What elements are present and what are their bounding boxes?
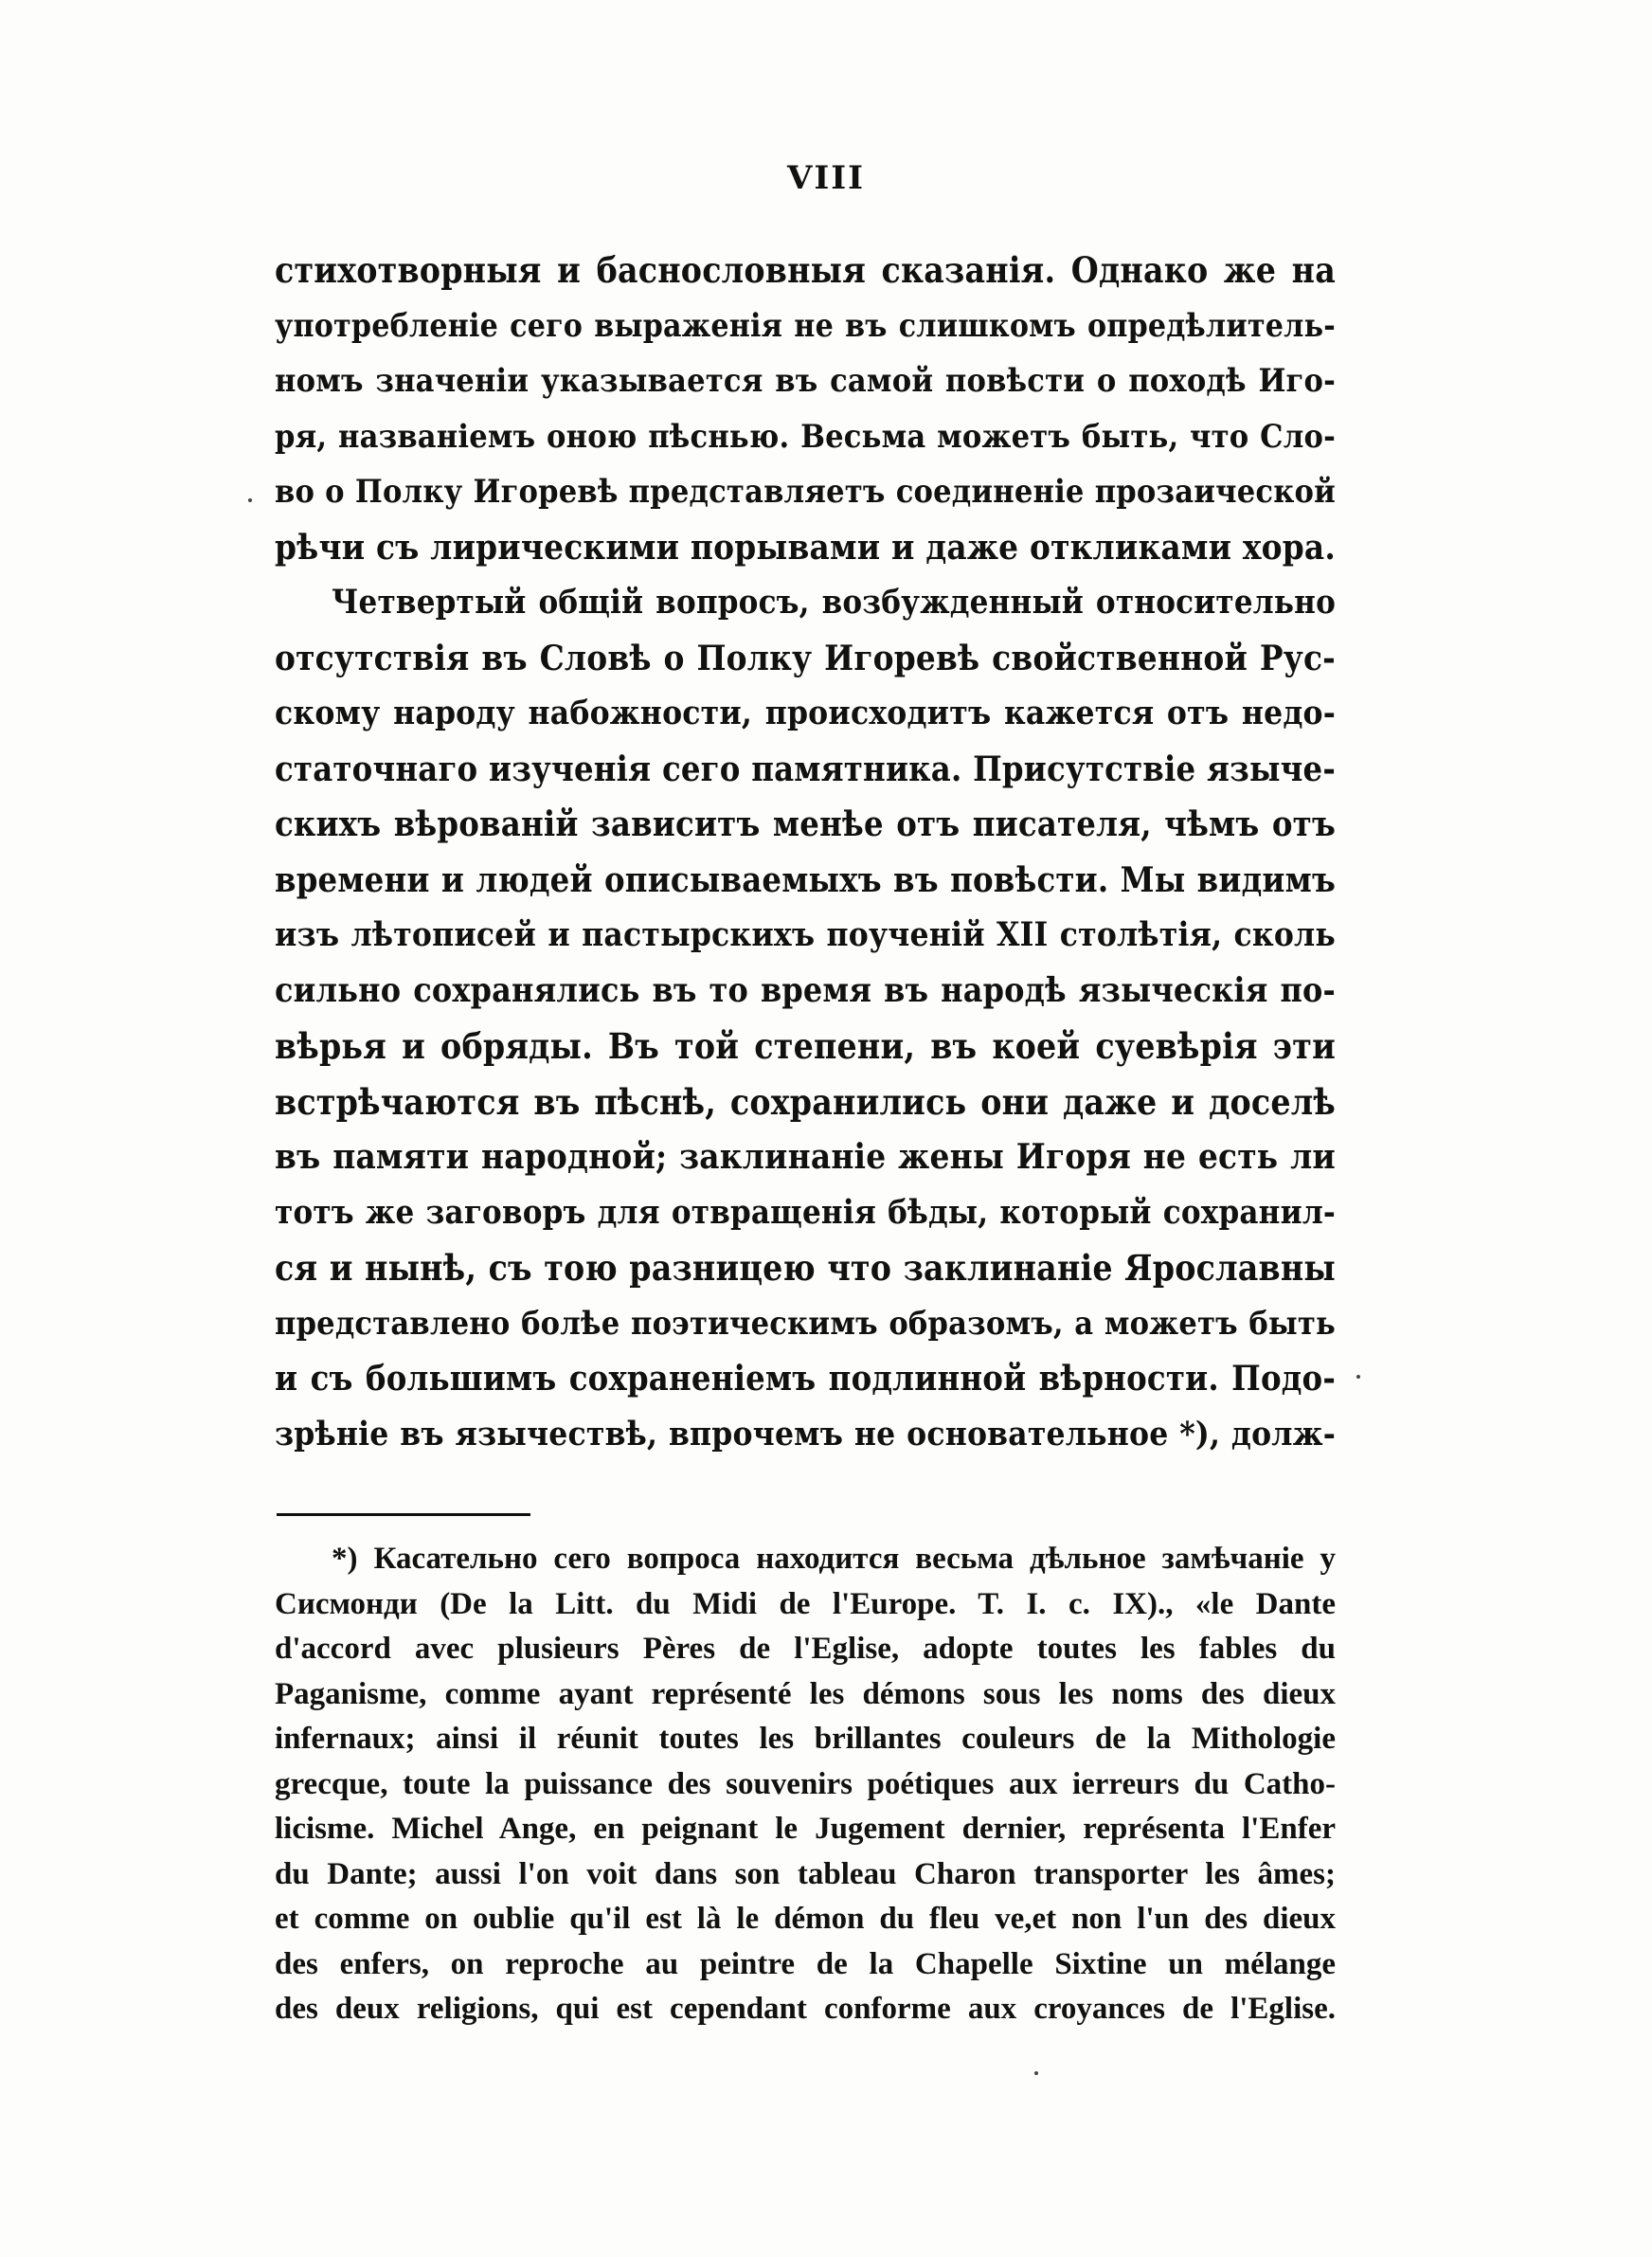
main-text: [275, 243, 1336, 1462]
text-line: употребленіе сего выраженія не въ слишкомъ опредѣлитель-: [275, 306, 1336, 344]
text-line: рѣчи съ лирическими порывами и даже откликами хора.: [275, 526, 1336, 568]
footnote-divider: [277, 1513, 530, 1516]
text-line: изъ лѣтописей и пастырскихъ поученій XII столѣтія, сколь: [275, 915, 1336, 954]
footnote-line: du Dante; aussi l'on voit dans son tableau Charon transporter les âmes;: [275, 1856, 1336, 1891]
scan-speck: [248, 498, 252, 502]
text-line: скихъ вѣрованій зависитъ менѣе отъ писателя, чѣмъ отъ: [275, 804, 1336, 844]
scan-speck: [1356, 1375, 1360, 1379]
text-line: ря, названіемъ оною пѣснью. Весьма можетъ быть, что Сло-: [275, 417, 1336, 456]
text-line: статочнаго изученія сего памятника. Присутствіе языче-: [275, 749, 1336, 789]
footnote: [275, 1537, 1336, 2032]
footnote-line: des enfers, on reproche au peintre de la Chapelle Sixtine un mélange: [275, 1946, 1336, 1981]
footnote-line: licisme. Michel Ange, en peignant le Jugement dernier, représenta l'Enfer: [275, 1812, 1336, 1846]
text-line: тотъ же заговоръ для отвращенія бѣды, который сохранил-: [275, 1193, 1336, 1232]
text-line: въ памяти народной; заклинаніе жены Игоря не есть ли: [275, 1136, 1336, 1177]
footnote-line: infernaux; ainsi il réunit toutes les brillantes couleurs de la Mithologie: [275, 1722, 1336, 1756]
footnote-line: et comme on oublie qu'il est là le démon du fleu ve,et non l'un des dieux: [275, 1902, 1336, 1936]
footnote-line: des deux religions, qui est cependant conforme aux croyances de l'Eglise.: [275, 1992, 1336, 2026]
footnote-line: Сисмонди (De la Litt. du Midi de l'Europe. T. I. c. IX)., «le Dante: [275, 1586, 1336, 1621]
footnote-line: Paganisme, comme ayant représenté les démons sous les noms des dieux: [275, 1676, 1336, 1711]
page-number: VIII: [786, 159, 866, 197]
paragraph-start-line: Четвертый общій вопросъ, возбужденный относительно: [332, 584, 1336, 622]
scan-speck: [1034, 2071, 1038, 2075]
text-line: номъ значеніи указывается въ самой повѣсти о походѣ Иго-: [275, 362, 1336, 400]
text-line: зрѣніе въ язычествѣ, впрочемъ не основательное *), долж-: [275, 1414, 1336, 1454]
text-line: ся и нынѣ, съ тою разницею что заклинаніе Ярославны: [275, 1247, 1336, 1289]
footnote-line: d'accord avec plusieurs Pères de l'Eglise, adopte toutes les fables du: [275, 1632, 1336, 1666]
text-line: вѣрья и обряды. Въ той степени, въ коей суевѣрія эти: [275, 1025, 1336, 1067]
text-line: представлено болѣе поэтическимъ образомъ, а можетъ быть: [275, 1304, 1336, 1343]
text-line: времени и людей описываемыхъ въ повѣсти. Мы видимъ: [275, 859, 1336, 900]
text-line: стихотворныя и баснословныя сказанія. Однако же на: [275, 249, 1336, 291]
footnote-line: *) Касательно сего вопроса находится весьма дѣльное замѣчаніе у: [332, 1542, 1336, 1576]
text-line: сильно сохранялись въ то время въ народѣ языческія по-: [275, 970, 1336, 1010]
text-line: отсутствія въ Словѣ о Полку Игоревѣ свойственной Рус-: [275, 637, 1336, 678]
footnote-line: grecque, toute la puissance des souvenirs poétiques aux ierreurs du Catho-: [275, 1766, 1336, 1801]
text-line: во о Полку Игоревѣ представляетъ соединеніе прозаической: [275, 473, 1336, 511]
text-line: скому народу набожности, происходитъ кажется отъ недо-: [275, 694, 1336, 732]
text-line: и съ большимъ сохраненіемъ подлинной вѣрности. Подо-: [275, 1359, 1336, 1399]
text-line: встрѣчаются въ пѣснѣ, сохранились они даже и доселѣ: [275, 1080, 1336, 1123]
